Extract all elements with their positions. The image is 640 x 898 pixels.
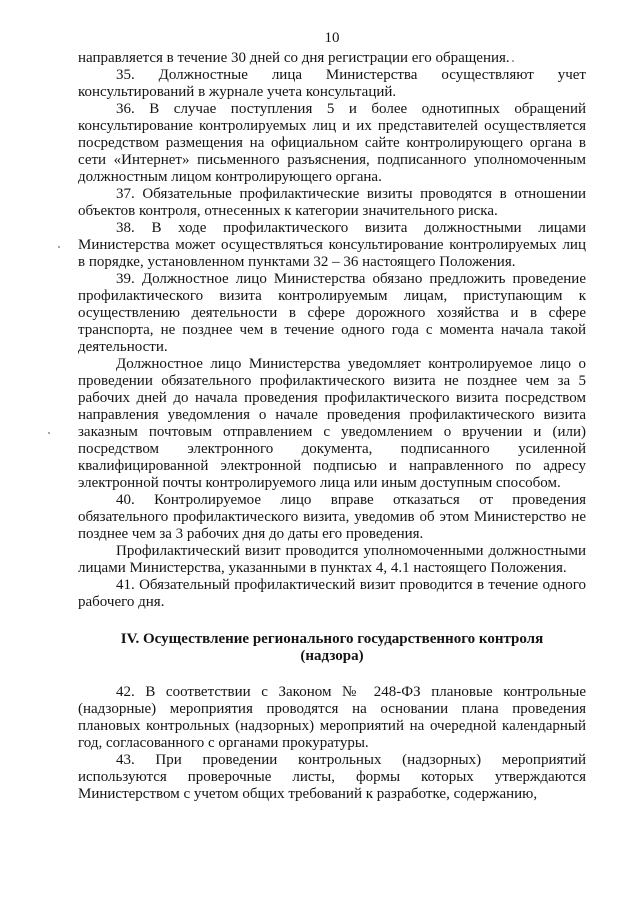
paragraph: направляется в течение 30 дней со дня регистрации его обращения. (78, 50, 510, 66)
page-number: 10 (324, 30, 340, 46)
paragraph: 36. В случае поступления 5 и более однотипных обращений консультирование контролируемых лиц и их представителей осуществляется посредством размещения на официальном сайте контролирующего органа в сети «Интернет» письменного разъяснения, подписанного уполномоченным должностным лицом контролирующего органа. (78, 101, 586, 185)
section-title: IV. Осуществление регионального государственного контроля (надзора) (120, 631, 544, 664)
paragraph: 35. Должностные лица Министерства осуществляют учет консультирований в журнале учета консультаций. (78, 67, 586, 100)
paragraph: 41. Обязательный профилактический визит проводится в течение одного рабочего дня. (78, 577, 586, 610)
paragraph: 38. В ходе профилактического визита должностными лицами Министерства может осуществляться консультирование контролируемых лиц в порядке, установленном пунктами 32 – 36 настоящего Положения. (78, 220, 586, 270)
paragraph: 37. Обязательные профилактические визиты проводятся в отношении объектов контроля, отнесенных к категории значительного риска. (78, 186, 586, 219)
paragraph: Профилактический визит проводится уполномоченными должностными лицами Министерства, указанными в пунктах 4, 4.1 настоящего Положения. (78, 543, 586, 576)
document-page (78, 30, 586, 803)
paragraphs-before-section (78, 50, 586, 611)
scan-speck (512, 60, 514, 62)
paragraph: Должностное лицо Министерства уведомляет контролируемое лицо о проведении обязательного профилактического визита не позднее чем за 5 рабочих дней до начала проведения профилактического визита посредством направления уведомления о начале проведения профилактического визита заказным почтовым отправлением с уведомлением о вручении и (или) посредством электронного документа, подписанного усиленной квалифицированной электронной подписью и направленного по адресу электронной почты контролируемого лица или иным доступным способом. (78, 356, 586, 491)
paragraph: 42. В соответствии с Законом № 248-ФЗ плановые контрольные (надзорные) мероприятия проводятся на основании плана проведения плановых контрольных (надзорных) мероприятий на очередной календарный год, согласованного с органами прокуратуры. (78, 684, 586, 751)
scan-speck (48, 432, 50, 434)
paragraph: 39. Должностное лицо Министерства обязано предложить проведение профилактического визита контролируемым лицам, приступающим к осуществлению деятельности в сфере дорожного хозяйства и в сфере транспорта, не позднее чем в течение одного года с момента начала такой деятельности. (78, 271, 586, 355)
scan-speck (58, 246, 60, 248)
paragraph: 43. При проведении контрольных (надзорных) мероприятий используются проверочные листы, формы которых утверждаются Министерством с учетом общих требований к разработке, содержанию, (78, 752, 586, 802)
paragraphs-after-section (78, 684, 586, 803)
paragraph: 40. Контролируемое лицо вправе отказаться от проведения обязательного профилактического визита, уведомив об этом Министерство не позднее чем за 3 рабочих дня до даты его проведения. (78, 492, 586, 542)
